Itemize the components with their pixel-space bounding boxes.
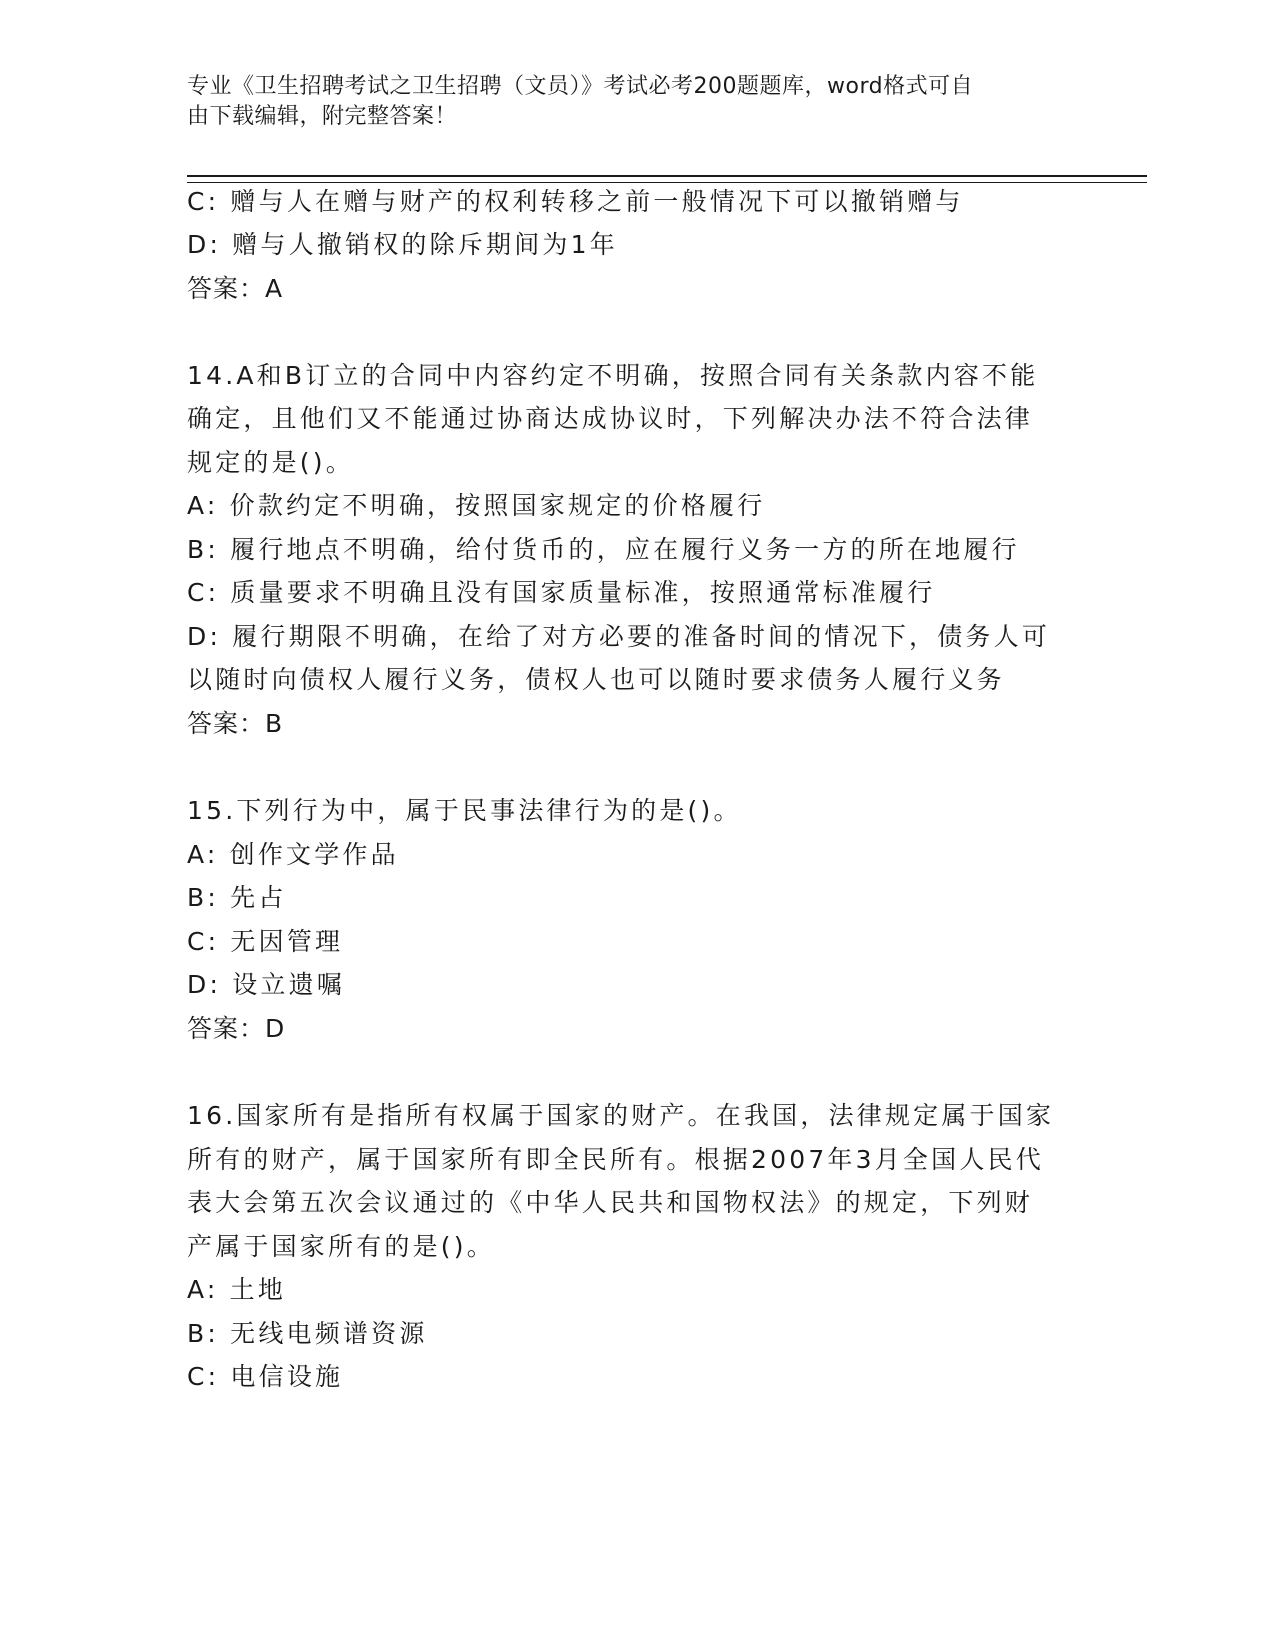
q16-option-b: B: 无线电频谱资源: [187, 1319, 428, 1348]
q15-option-d: D: 设立遗嘱: [187, 970, 346, 999]
q16-option-a: A: 土地: [187, 1275, 287, 1304]
q16-stem-line-3: 表大会第五次会议通过的《中华人民共和国物权法》的规定，下列财: [187, 1188, 1034, 1217]
q14-stem-line-2: 确定，且他们又不能通过协商达成协议时，下列解决办法不符合法律: [187, 404, 1034, 433]
q14-option-c: C: 质量要求不明确且没有国家质量标准，按照通常标准履行: [187, 578, 936, 607]
prev-answer: 答案：A: [187, 274, 284, 303]
q16-stem-line-4: 产属于国家所有的是()。: [187, 1232, 495, 1261]
q14-answer: 答案：B: [187, 709, 284, 738]
q14-stem-line-1: 14.A和B订立的合同中内容约定不明确，按照合同有关条款内容不能: [187, 361, 1039, 390]
prev-option-d: D: 赠与人撤销权的除斥期间为1年: [187, 230, 618, 259]
prev-option-c: C: 赠与人在赠与财产的权利转移之前一般情况下可以撤销赠与: [187, 187, 964, 216]
header-line-2: 由下载编辑，附完整答案！: [187, 104, 458, 129]
document-header: [187, 72, 1067, 132]
q14-option-b: B: 履行地点不明确，给付货币的，应在履行义务一方的所在地履行: [187, 535, 1020, 564]
q16-stem-line-2: 所有的财产，属于国家所有即全民所有。根据2007年3月全国人民代: [187, 1145, 1044, 1174]
header-divider-thick: [187, 175, 1147, 177]
header-line-1: 专业《卫生招聘考试之卫生招聘（文员）》考试必考200题题库，word格式可自: [187, 74, 974, 99]
q14-option-d-line-2: 以随时向债权人履行义务，债权人也可以随时要求债务人履行义务: [187, 665, 1005, 694]
q15-answer: 答案：D: [187, 1014, 286, 1043]
q14-stem-line-3: 规定的是()。: [187, 448, 354, 477]
q15-option-b: B: 先占: [187, 883, 287, 912]
header-divider-thin: [187, 182, 1147, 183]
q14-option-d-line-1: D: 履行期限不明确，在给了对方必要的准备时间的情况下，债务人可: [187, 622, 1051, 651]
q16-stem-line-1: 16.国家所有是指所有权属于国家的财产。在我国，法律规定属于国家: [187, 1101, 1055, 1130]
q16-option-c: C: 电信设施: [187, 1362, 344, 1391]
q15-option-c: C: 无因管理: [187, 927, 344, 956]
q15-stem: 15.下列行为中，属于民事法律行为的是()。: [187, 796, 742, 825]
q14-option-a: A: 价款约定不明确，按照国家规定的价格履行: [187, 491, 766, 520]
q15-option-a: A: 创作文学作品: [187, 840, 399, 869]
